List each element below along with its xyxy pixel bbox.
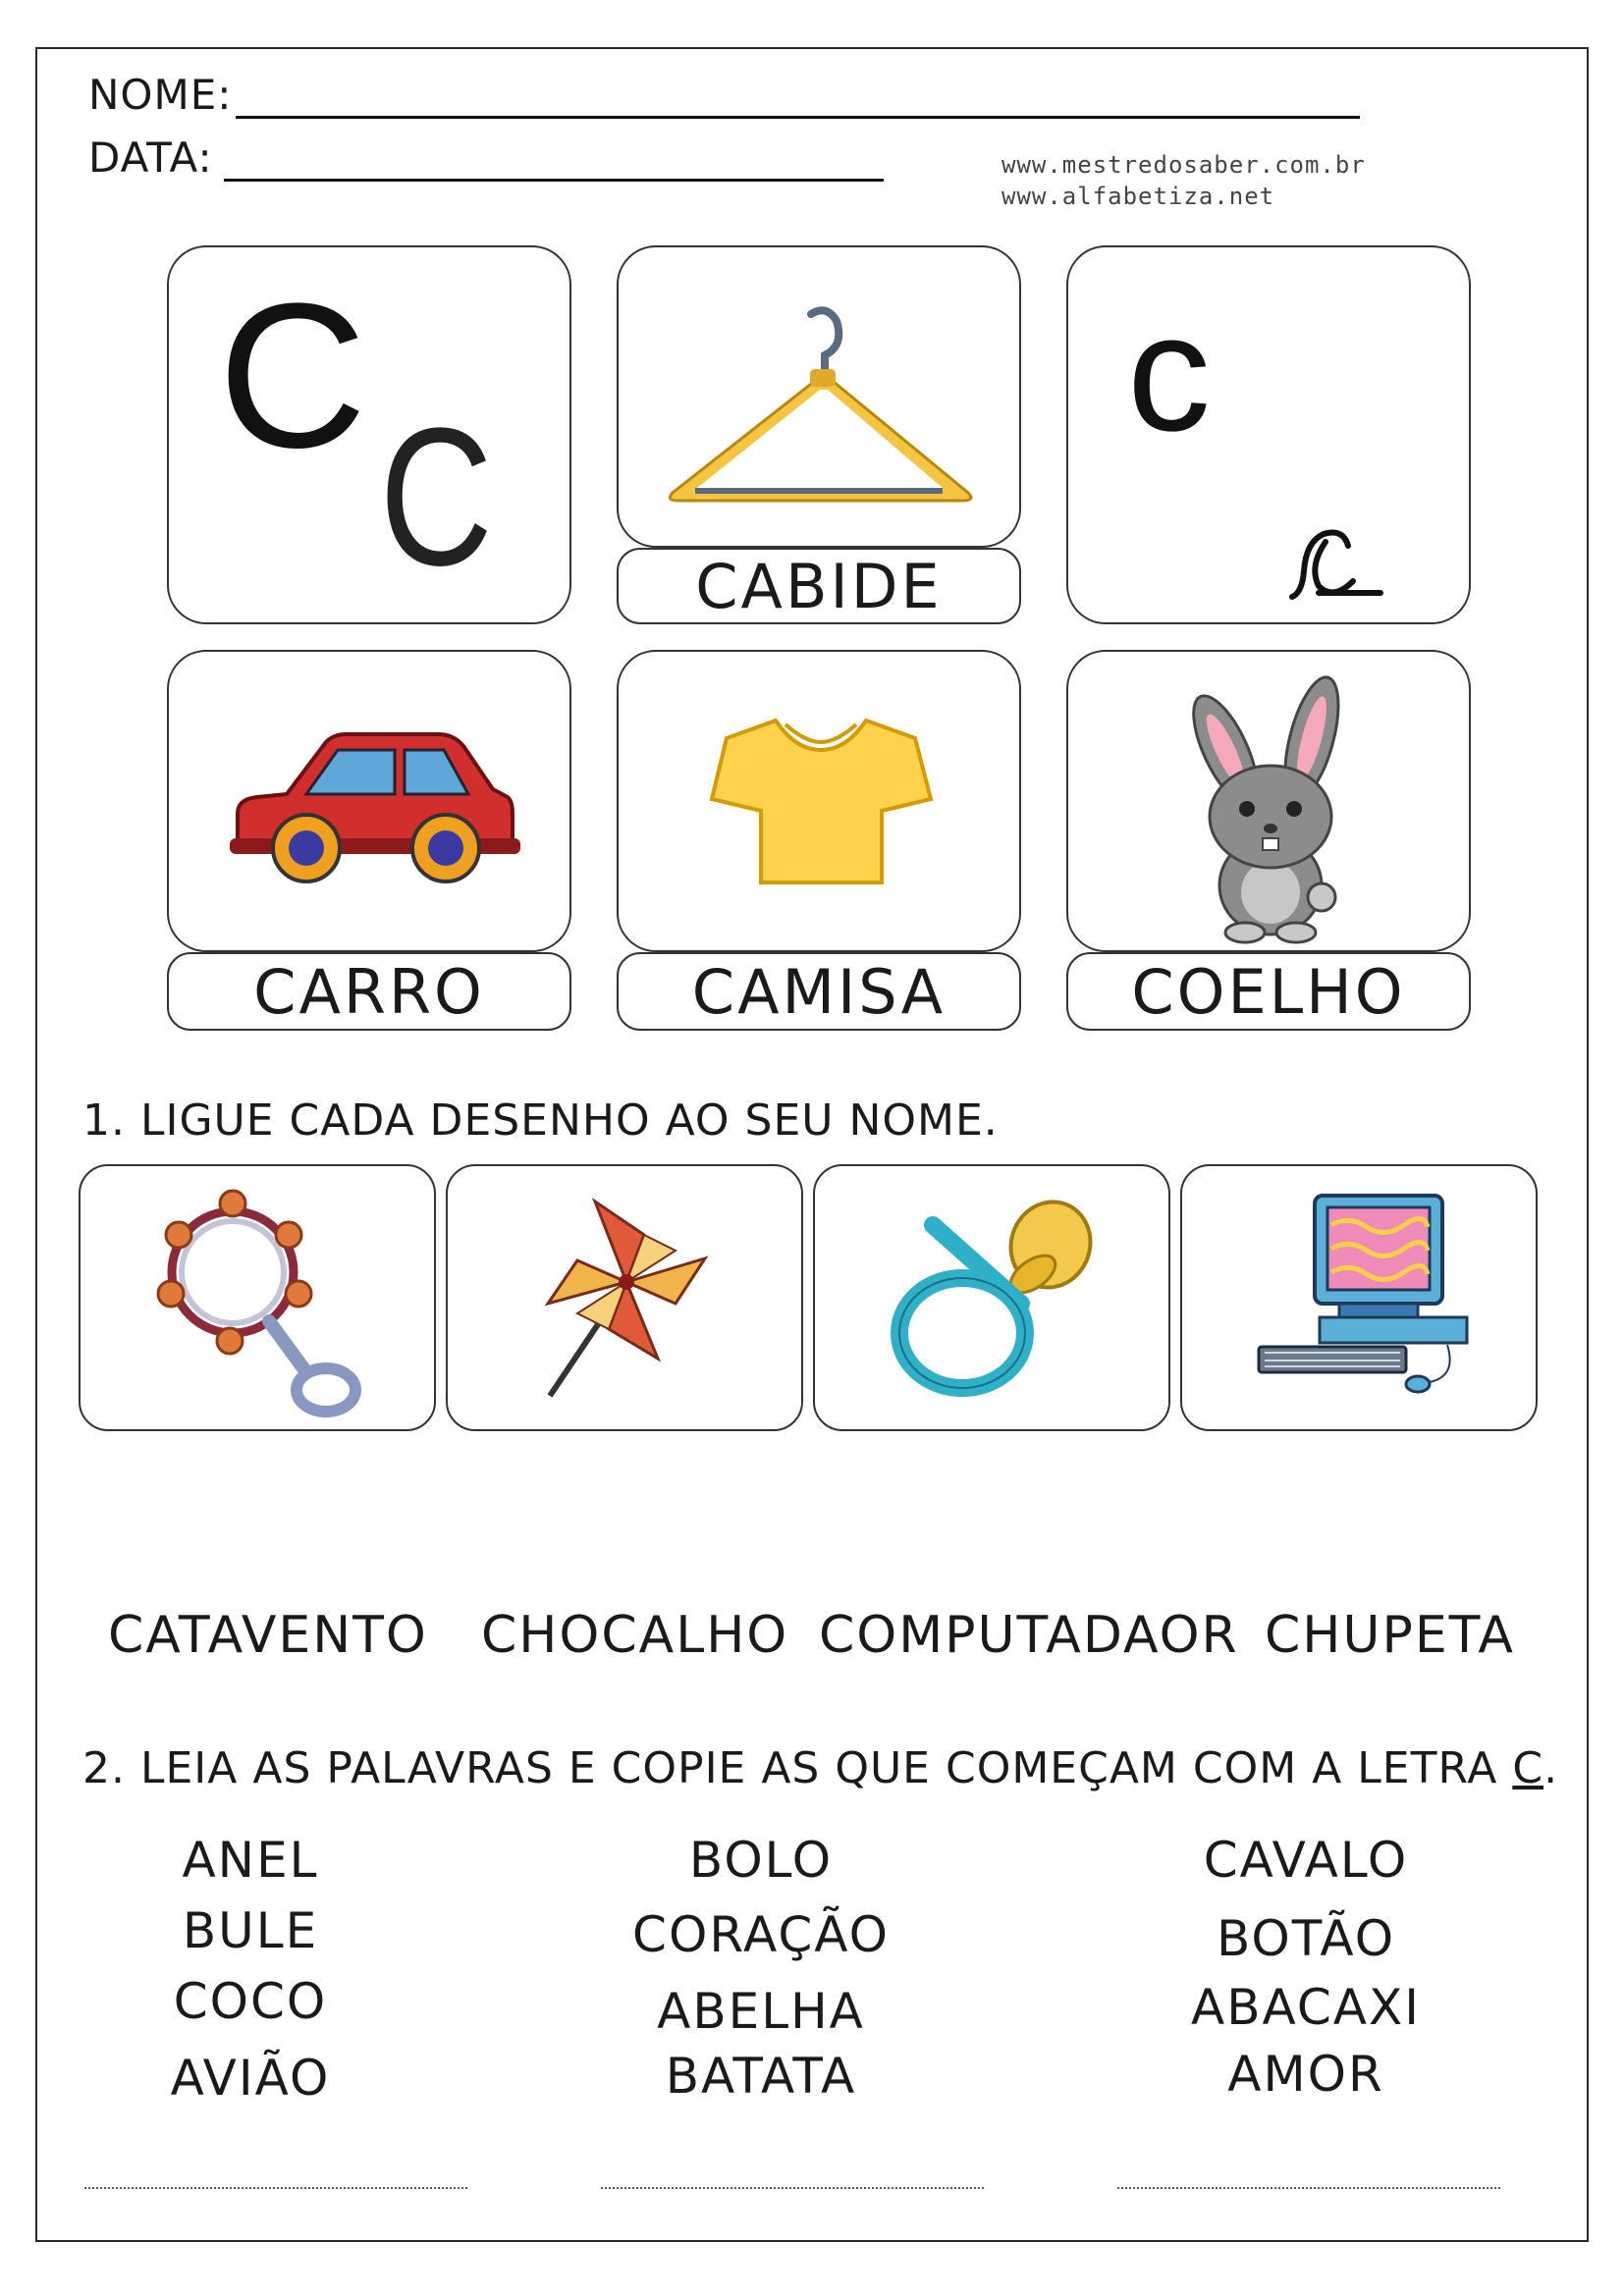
word-bank-item[interactable]: CHOCALHO: [481, 1606, 789, 1665]
lowercase-print-letter: c: [1127, 280, 1211, 466]
shirt-icon: [619, 652, 1023, 954]
word-item: CORAÇÃO: [632, 1906, 890, 1963]
picture-label-cabide: CABIDE: [617, 548, 1021, 624]
word-item: BATATA: [665, 2048, 857, 2105]
word-item: AMOR: [1227, 2046, 1384, 2103]
pacifier-icon: [815, 1166, 1172, 1433]
word-item: BOLO: [688, 1832, 834, 1889]
exercise1-prompt: 1. LIGUE CADA DESENHO AO SEU NOME.: [82, 1095, 999, 1146]
word-item: ANEL: [182, 1832, 319, 1889]
pacifier-box[interactable]: [813, 1164, 1170, 1431]
computer-box[interactable]: [1180, 1164, 1538, 1431]
uppercase-card: [167, 245, 571, 624]
word-item: BULE: [182, 1902, 319, 1959]
answer-line-3[interactable]: [1117, 2187, 1500, 2189]
word-item: CAVALO: [1203, 1832, 1409, 1889]
car-icon: [169, 652, 573, 954]
lowercase-card: [1066, 245, 1471, 624]
picture-label-camisa: CAMISA: [617, 952, 1021, 1031]
pinwheel-icon: [448, 1166, 805, 1433]
date-label: DATA:: [88, 133, 213, 182]
exercise2-prompt-letter: C: [1512, 1743, 1544, 1793]
lowercase-cursive-letter: [1068, 247, 1473, 626]
exercise2-prompt: [82, 1743, 1558, 1793]
rabbit-card: [1066, 650, 1471, 952]
picture-label-coelho: COELHO: [1066, 952, 1471, 1031]
word-bank-item[interactable]: CHUPETA: [1265, 1606, 1515, 1665]
computer-icon: [1182, 1166, 1540, 1433]
word-bank-item[interactable]: COMPUTADAOR: [819, 1606, 1239, 1665]
site-url-1: www.mestredosaber.com.br: [1001, 151, 1366, 179]
date-field[interactable]: [224, 179, 884, 182]
uppercase-print-letter: C: [218, 260, 367, 491]
picture-label-carro: CARRO: [167, 952, 571, 1031]
word-item: ABACAXI: [1191, 1979, 1421, 2036]
word-item: BOTÃO: [1216, 1910, 1396, 1967]
exercise2-prompt-suffix: .: [1543, 1743, 1559, 1793]
answer-line-1[interactable]: [84, 2187, 467, 2189]
name-label: NOME:: [88, 71, 233, 119]
word-item: AVIÃO: [170, 2050, 331, 2107]
word-bank-item[interactable]: CATAVENTO: [108, 1606, 428, 1665]
exercise2-prompt-text: 2. LEIA AS PALAVRAS E COPIE AS QUE COMEÇAM COM A LETRA: [82, 1743, 1513, 1793]
site-url-2: www.alfabetiza.net: [1001, 183, 1275, 210]
name-field[interactable]: [236, 116, 1360, 119]
car-card: [167, 650, 571, 952]
answer-line-2[interactable]: [601, 2187, 984, 2189]
uppercase-cursive-letter: C: [379, 388, 493, 607]
word-item: COCO: [173, 1973, 328, 2030]
pinwheel-box[interactable]: [446, 1164, 803, 1431]
rattle-icon: [81, 1166, 438, 1433]
rattle-box[interactable]: [79, 1164, 436, 1431]
shirt-card: [617, 650, 1021, 952]
rabbit-icon: [1068, 652, 1473, 954]
hanger-card: [617, 245, 1021, 548]
hanger-icon: [619, 247, 1023, 550]
word-item: ABELHA: [657, 1983, 865, 2040]
